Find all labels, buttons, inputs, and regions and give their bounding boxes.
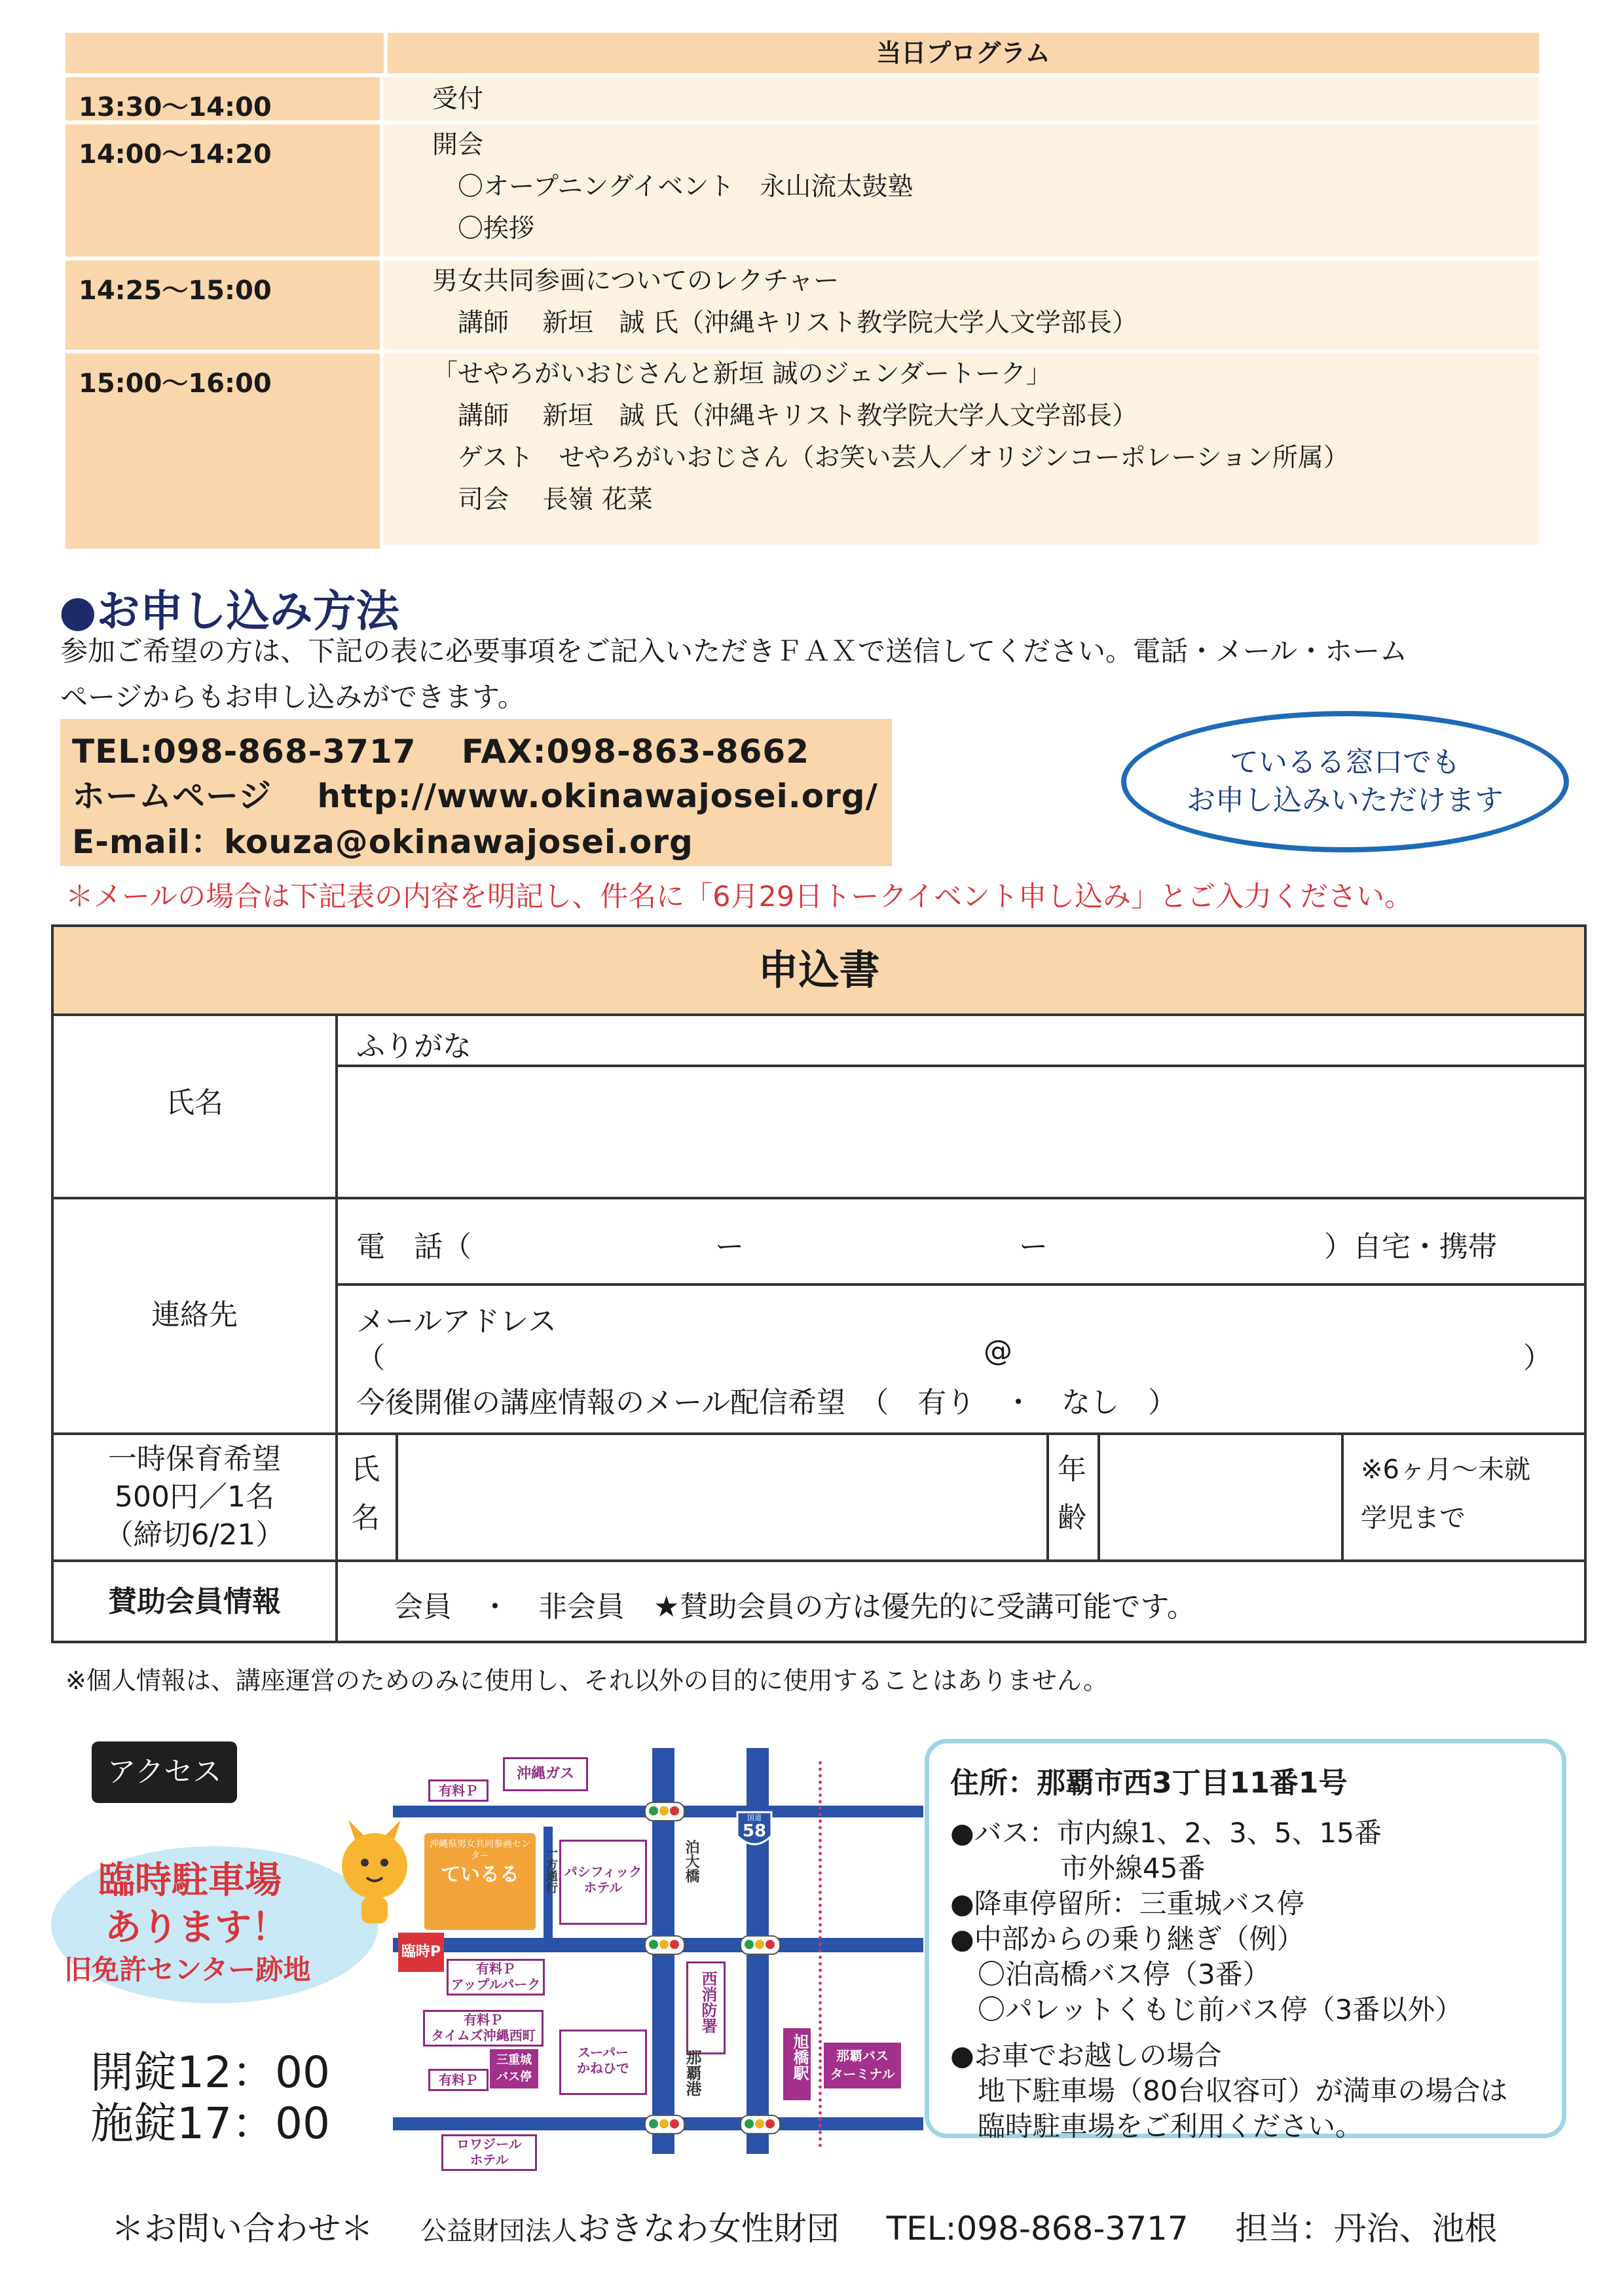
program-row [65, 73, 1539, 120]
roisir-hotel: ロワジール ホテル [441, 2134, 537, 2171]
access-map [393, 1741, 923, 2171]
childcare-label: 一時保育希望 500円／1名 （締切6/21） [104, 1442, 285, 1552]
program-row [65, 257, 1539, 350]
window-note-line: お申し込みいただけます [1187, 784, 1504, 817]
privacy-note: ※個人情報は、講座運営のためのみに使用し、それ以外の目的に使用することはありません。 [65, 1666, 1109, 1695]
email-label: メールアドレス [356, 1305, 557, 1338]
oneway-label: 一方通行 [544, 1846, 558, 1893]
parking-location: 旧免許センター跡地 [64, 1954, 311, 1986]
staff: 担当：丹治、池根 [1235, 2210, 1498, 2248]
transfer-option: 〇パレットくもじ前バス停（3番以外） [950, 1994, 1463, 2026]
tomari-bridge: 泊大橋 [683, 1840, 699, 1883]
program-title: 当日プログラム [876, 39, 1050, 67]
apply-desc-line: ページからもお申し込みができます。 [60, 681, 525, 713]
apply-title: ●お申し込み方法 [59, 586, 399, 636]
form-title: 申込書 [54, 927, 1584, 1016]
org-name: おきなわ女性財団 [577, 2210, 840, 2248]
program-line: 講師 新垣 誠 氏（沖縄キリスト教学院大学人文学部長） [432, 308, 1138, 338]
member-label: 賛助会員情報 [108, 1585, 281, 1618]
program-time: 14:00〜14:20 [65, 124, 384, 257]
address: 住所：那覇市西3丁目11番1号 [950, 1766, 1348, 1800]
contact-box [60, 719, 892, 866]
bus-stop: ●降車停留所：三重城バス停 [950, 1887, 1304, 1920]
monorail-line [819, 1761, 822, 2147]
supermarket: スーパー かねひで [559, 2030, 647, 2095]
okinawa-gas: 沖縄ガス [503, 1757, 588, 1791]
email-paren-close: ） [1523, 1341, 1552, 1375]
program-line: 〇オープニングイベント 永山流太鼓塾 [432, 172, 913, 202]
apply-description [60, 629, 1566, 720]
program-header [65, 33, 1539, 73]
traffic-signal-icon [644, 1802, 685, 1821]
program-line: 「せやろがいおじさんと新垣 誠のジェンダートーク」 [432, 359, 1052, 389]
program-time: 13:30〜14:00 [65, 77, 384, 120]
homepage-link[interactable]: ホームページ http://www.okinawajosei.org/ [72, 777, 878, 815]
program-line: 受付 [432, 84, 484, 114]
fire-station-label: 西消防署 [699, 1971, 717, 2033]
bus-lines: 市外線45番 [950, 1852, 1206, 1884]
apple-park: 有料Ｐ アップルパーク [447, 1959, 545, 1995]
program-row [65, 120, 1539, 257]
mie-bus-stop: 三重城 バス停 [490, 2049, 538, 2088]
program-line: ゲスト せやろがいおじさん（お笑い芸人／オリジンコーポレーション所属） [432, 443, 1349, 473]
car-info: 地下駐車場（80台収容可）が満車の場合は [950, 2075, 1508, 2107]
phone-dash: ー [1019, 1230, 1048, 1264]
furigana-field[interactable]: ふりがな [356, 1030, 471, 1063]
child-name-field[interactable] [401, 1435, 1043, 1557]
program-table [65, 33, 1539, 545]
bus-lines: ●バス：市内線1、2、3、5、15番 [950, 1817, 1382, 1849]
car-heading: ●お車でお越しの場合 [950, 2039, 1222, 2071]
footer [111, 2202, 1497, 2250]
program-line: 講師 新垣 誠 氏（沖縄キリスト教学院大学人文学部長） [432, 401, 1138, 431]
program-line: 男女共同参画についてのレクチャー [432, 266, 840, 296]
footer-tel[interactable]: TEL:098-868-3717 [886, 2210, 1189, 2248]
program-line: 司会 長嶺 花菜 [432, 485, 653, 515]
mail-note: ＊メールの場合は下記表の内容を明記し、件名に「6月29日トークイベント申し込み」とご入力ください。 [65, 881, 1413, 913]
paid-parking: 有料Ｐ [428, 2069, 489, 2091]
naha-port-label: 那覇港 [683, 2049, 701, 2096]
times-parking: 有料Ｐ タイムズ沖縄西町 [423, 2010, 544, 2047]
temp-parking-marker: 臨時P [398, 1933, 444, 1972]
window-note-line: ているる窓口でも [1230, 746, 1460, 779]
child-name-label: 氏 名 [351, 1453, 380, 1535]
program-row [65, 350, 1539, 549]
email-link[interactable]: E-mail：kouza@okinawajosei.org [72, 823, 693, 861]
parking-line: 臨時駐車場 [98, 1859, 282, 1902]
route-number: 58 [742, 1821, 767, 1841]
newsletter-option[interactable]: 今後開催の講座情報のメール配信希望 （ 有り ・ なし ） [356, 1386, 1177, 1419]
apply-desc-line: 参加ご希望の方は、下記の表に必要事項をご記入いただきＦＡＸで送信してください。電話・メール・ホーム [60, 635, 1408, 667]
program-time: 14:25〜15:00 [65, 261, 384, 350]
name-field[interactable] [356, 1084, 1548, 1169]
window-note [1121, 711, 1569, 852]
member-options[interactable]: 会員 ・ 非会員 ★賛助会員の方は優先的に受講可能です。 [394, 1590, 1196, 1624]
access-badge: アクセス [92, 1741, 237, 1803]
address-box [925, 1739, 1566, 2142]
asahibashi-label: 旭橋駅 [790, 2033, 809, 2081]
email-at: @ [984, 1334, 1012, 1368]
child-age-field[interactable] [1101, 1435, 1337, 1557]
traffic-signal-icon [740, 1935, 781, 1955]
email-paren-open: （ [356, 1341, 385, 1375]
paid-parking: 有料Ｐ [428, 1779, 489, 1802]
program-time: 15:00〜16:00 [65, 354, 384, 549]
traffic-signal-icon [644, 2115, 685, 2134]
age-note: ※6ヶ月〜未就 学児まで [1361, 1455, 1530, 1533]
route-label: 国道 [747, 1813, 762, 1822]
car-info: 臨時駐車場をご利用ください。 [950, 2110, 1363, 2142]
traffic-signal-icon [740, 2115, 781, 2134]
transfer-heading: ●中部からの乗り継ぎ（例） [950, 1923, 1304, 1955]
name-label: 氏名 [166, 1086, 223, 1120]
org-prefix: 公益財団法人 [420, 2216, 578, 2246]
program-line: 開会 [432, 130, 484, 160]
phone-label: 電 話（ [356, 1230, 471, 1264]
pacific-hotel: パシフィック ホテル [559, 1840, 647, 1925]
contact-label: 連絡先 [151, 1298, 238, 1332]
teiruru-building: 沖縄県男女共同参画センター ているる [424, 1833, 536, 1930]
inquiry-label: ＊お問い合わせ＊ [111, 2210, 373, 2248]
phone-type[interactable]: ）自宅・携帯 [1324, 1230, 1497, 1264]
transfer-option: 〇泊高橋バス停（3番） [950, 1958, 1270, 1990]
tel-fax: TEL:098-868-3717 FAX:098-863-8662 [72, 733, 809, 771]
application-form [51, 924, 1587, 1643]
child-age-label: 年 齢 [1058, 1453, 1086, 1535]
program-line: 〇挨拶 [432, 214, 535, 244]
parking-line: あります！ [105, 1906, 288, 1949]
gate-close-time: 施錠17：00 [90, 2098, 330, 2149]
gate-open-time: 開錠12：00 [90, 2047, 330, 2098]
bus-terminal: 那覇バス ターミナル [824, 2043, 901, 2088]
phone-dash: ー [715, 1230, 744, 1264]
traffic-signal-icon [644, 1935, 685, 1955]
